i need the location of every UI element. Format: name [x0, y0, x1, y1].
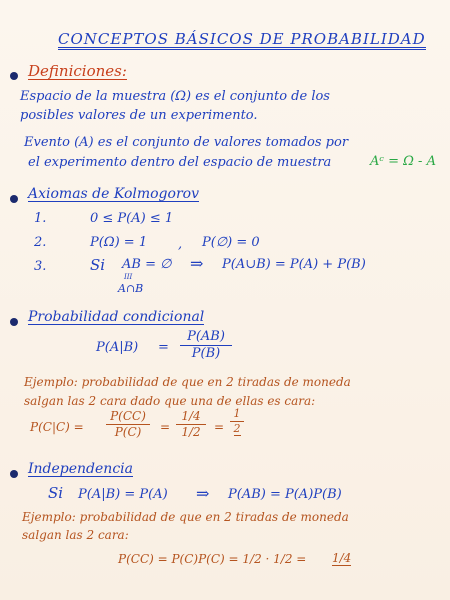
cond-example-eq-3: = [214, 420, 225, 434]
cond-example-num-1: P(CC) [110, 409, 146, 423]
heading-condicional: Probabilidad condicional [28, 309, 205, 325]
cond-example-line-2: salgan las 2 cara dado que una de ellas es cara: [24, 394, 316, 408]
indep-condition: P(A|B) = P(A) [78, 487, 168, 502]
axiom-3-equiv-mark: III [124, 273, 133, 281]
cond-lhs: P(A|B) [96, 340, 139, 355]
complement-formula: Aᶜ = Ω - A [370, 154, 436, 169]
bullet-definiciones [10, 72, 18, 80]
cond-example-fraction-2 [176, 410, 206, 438]
cond-example-fraction-3 [230, 408, 244, 436]
indep-implies: ⇒ [196, 484, 210, 503]
cond-example-lhs: P(C|C) = [30, 420, 84, 434]
axiom-3-result: P(A∪B) = P(A) + P(B) [222, 257, 366, 272]
cond-example-den-3: 2 [233, 421, 241, 435]
cond-example-num-2: 1/4 [181, 409, 201, 423]
indep-result: P(AB) = P(A)P(B) [228, 487, 342, 502]
def-line-2: posibles valores de un experimento. [20, 108, 258, 123]
axiom-2b: P(∅) = 0 [202, 235, 260, 250]
heading-axiomas: Axiomas de Kolmogorov [28, 186, 199, 202]
indep-example-line-2: salgan las 2 cara: [22, 528, 129, 542]
bullet-condicional [10, 318, 18, 326]
indep-example-result: 1/4 [332, 551, 352, 565]
def-line-3: Evento (A) es el conjunto de valores tomados por [24, 135, 349, 150]
cond-equals: = [158, 340, 169, 355]
heading-independencia: Independencia [28, 461, 133, 477]
axiom-number-2: 2. [34, 235, 47, 250]
cond-example-num-3: 1 [233, 407, 241, 420]
axiom-number-3: 3. [34, 259, 47, 274]
indep-example-formula: P(CC) = P(C)P(C) = 1/2 · 1/2 = [118, 552, 307, 566]
cond-fraction [180, 330, 232, 360]
page-title: CONCEPTOS BÁSICOS DE PROBABILIDAD [58, 30, 426, 48]
bullet-axiomas [10, 195, 18, 203]
def-line-4: el experimento dentro del espacio de muestra [28, 155, 332, 170]
cond-example-eq-2: = [160, 420, 171, 434]
cond-numerator: P(AB) [187, 329, 225, 344]
axiom-2a: P(Ω) = 1 [90, 235, 148, 250]
cond-example-fraction-1 [106, 410, 150, 438]
axiom-3-intersection: A∩B [118, 282, 144, 295]
cond-denominator: P(B) [191, 345, 221, 361]
indep-example-line-1: Ejemplo: probabilidad de que en 2 tiradas de moneda [22, 510, 349, 524]
indep-si: Si [48, 484, 64, 502]
axiom-3-implies: ⇒ [190, 254, 204, 273]
axiom-3-condition: AB = ∅ [122, 257, 172, 272]
axiom-2-separator: , [178, 237, 183, 252]
heading-definiciones: Definiciones: [28, 62, 127, 80]
def-line-1: Espacio de la muestra (Ω) es el conjunto de los [20, 89, 330, 104]
axiom-1: 0 ≤ P(A) ≤ 1 [90, 211, 174, 226]
bullet-independencia [10, 470, 18, 478]
cond-example-den-1: P(C) [114, 424, 142, 439]
cond-example-den-2: 1/2 [181, 424, 201, 439]
axiom-3-si: Si [90, 256, 106, 274]
axiom-number-1: 1. [34, 211, 47, 226]
cond-example-line-1: Ejemplo: probabilidad de que en 2 tiradas de moneda [24, 375, 351, 389]
